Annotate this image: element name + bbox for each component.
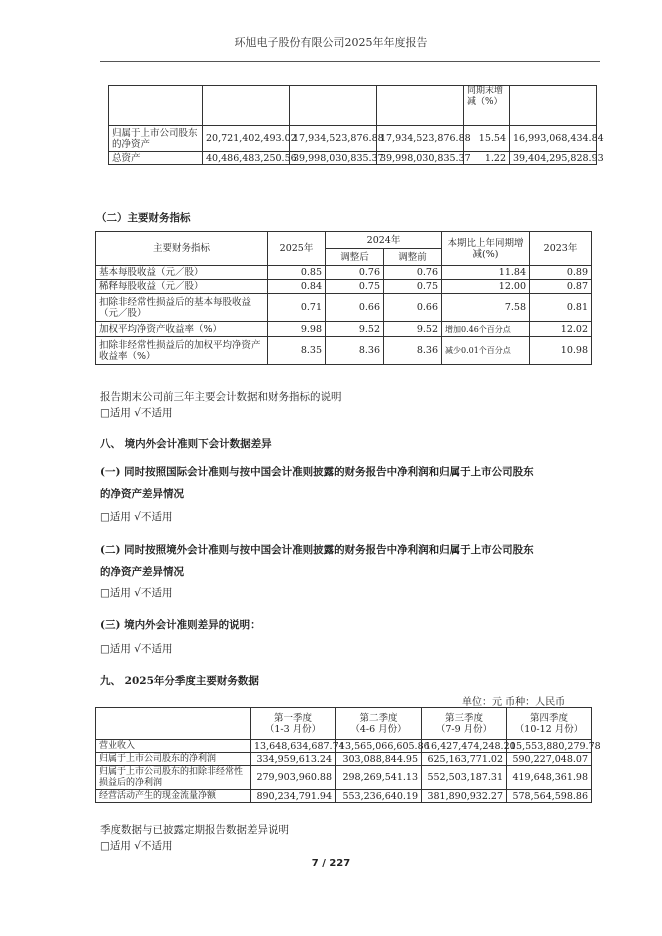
cell-value: 0.87 (530, 280, 592, 294)
row-label: 扣除非经常性损益后的加权平均净资产收益率（%） (96, 337, 268, 365)
cell-value: 15.54 (464, 126, 510, 152)
cell-value: 1.22 (464, 152, 510, 165)
section-title: （二）主要财务指标 (96, 212, 191, 224)
quarterly-table (95, 707, 601, 803)
row-label: 归属于上市公司股东的扣除非经常性损益后的净利润 (96, 766, 251, 790)
row-label: 加权平均净资产收益率（%） (96, 322, 268, 337)
table-row (96, 266, 592, 280)
cell-value: 17,934,523,876.88 (290, 126, 377, 152)
applicability-check: □适用 √不适用 (100, 643, 173, 655)
row-label: 扣除非经常性损益后的基本每股收益（元／股） (96, 294, 268, 322)
cell-value: 419,648,361.98 (507, 766, 592, 790)
cell-value: 13,565,066,605.86 (336, 740, 422, 753)
cell-value: 11.84 (442, 266, 530, 280)
cell-value: 890,234,791.94 (251, 790, 336, 803)
cell-value: 0.89 (530, 266, 592, 280)
table-row (96, 337, 592, 365)
section-title: 九、 2025年分季度主要财务数据 (100, 675, 259, 687)
cell-value: 0.76 (326, 266, 384, 280)
cell-value: 8.36 (326, 337, 384, 365)
cell-value: 279,903,960.88 (251, 766, 336, 790)
subsection-title: (一) 同时按照国际会计准则与按中国会计准则披露的财务报告中净利润和归属于上市公司股东 (100, 466, 534, 478)
cell-value: 298,269,541.13 (336, 766, 422, 790)
row-label: 稀释每股收益（元／股） (96, 280, 268, 294)
cell-value: 12.00 (442, 280, 530, 294)
cell-value: 39,404,295,828.93 (510, 152, 597, 165)
cell-value: 0.75 (384, 280, 442, 294)
cell-value: 590,227,048.07 (507, 753, 592, 766)
note-text: 报告期末公司前三年主要会计数据和财务指标的说明 (100, 391, 342, 403)
cell-value: 10.98 (530, 337, 592, 365)
cell-value: 15,553,880,279.78 (507, 740, 592, 753)
cell-value: 39,998,030,835.37 (290, 152, 377, 165)
table-row (109, 126, 597, 152)
cell-value: 0.84 (268, 280, 326, 294)
cell-value: 16,993,068,434.84 (510, 126, 597, 152)
subsection-title: (二) 同时按照境外会计准则与按中国会计准则披露的财务报告中净利润和归属于上市公司股东 (100, 544, 534, 556)
header-q2: 第二季度 （4-6 月份） (336, 708, 422, 740)
cell-value: 7.58 (442, 294, 530, 322)
page-header: 环旭电子股份有限公司2025年年度报告 (234, 36, 428, 49)
cell-value: 0.71 (268, 294, 326, 322)
applicability-check: □适用 √不适用 (100, 511, 173, 523)
cell-value: 625,163,771.02 (422, 753, 507, 766)
table-row (96, 790, 592, 803)
cell-value: 0.76 (384, 266, 442, 280)
subsection-title-cont: 的净资产差异情况 (100, 488, 184, 500)
table-row (96, 753, 592, 766)
header-2023: 2023年 (530, 232, 592, 266)
header-adjusted-before: 调整前 (384, 249, 442, 266)
cell-value: 17,934,523,876.88 (377, 126, 464, 152)
table-row (96, 294, 592, 322)
blank-cell (290, 86, 377, 126)
cell-value: 9.52 (384, 322, 442, 337)
header-indicator: 主要财务指标 (96, 232, 268, 266)
note-text: 季度数据与已披露定期报告数据差异说明 (100, 824, 289, 836)
table-row (96, 280, 592, 294)
header-divider (100, 61, 600, 62)
subsection-title: (三) 境内外会计准则差异的说明： (100, 619, 261, 631)
header-q4: 第四季度 （10-12 月份） (507, 708, 592, 740)
header-adjusted-after: 调整后 (326, 249, 384, 266)
header-2025: 2025年 (268, 232, 326, 266)
blank-cell (109, 86, 203, 126)
applicability-check: □适用 √不适用 (100, 840, 173, 852)
section-title: 八、 境内外会计准则下会计数据差异 (100, 438, 272, 450)
cell-value: 303,088,844.95 (336, 753, 422, 766)
subsection-title-cont: 的净资产差异情况 (100, 566, 184, 578)
table-row (96, 322, 592, 337)
cell-value: 9.52 (326, 322, 384, 337)
cell-value: 552,503,187.31 (422, 766, 507, 790)
row-label: 营业收入 (96, 740, 251, 753)
cell-value: 增加0.46个百分点 (442, 322, 530, 337)
cell-value: 减少0.01个百分点 (442, 337, 530, 365)
cell-value: 0.66 (384, 294, 442, 322)
blank-cell (96, 708, 251, 740)
cell-value: 381,890,932.27 (422, 790, 507, 803)
cell-value: 39,998,030,835.37 (377, 152, 464, 165)
cell-value: 334,959,613.24 (251, 753, 336, 766)
cell-value: 9.98 (268, 322, 326, 337)
cell-value: 0.75 (326, 280, 384, 294)
cell-value: 553,236,640.19 (336, 790, 422, 803)
cell-value: 40,486,483,250.56 (203, 152, 290, 165)
cell-value: 8.36 (384, 337, 442, 365)
header-2024: 2024年 (326, 232, 442, 249)
row-label: 归属于上市公司股东的净利润 (96, 753, 251, 766)
cell-value: 13,648,634,687.74 (251, 740, 336, 753)
balance-table (108, 85, 604, 165)
blank-cell (203, 86, 290, 126)
blank-cell (377, 86, 464, 126)
cell-value: 16,427,474,248.20 (422, 740, 507, 753)
row-label: 总资产 (109, 152, 203, 165)
cell-value: 8.35 (268, 337, 326, 365)
applicability-check: □适用 √不适用 (100, 587, 173, 599)
page-number: 7 / 227 (311, 858, 351, 869)
cell-value: 0.85 (268, 266, 326, 280)
indicator-table (95, 231, 592, 365)
header-change: 本期比上年同期增减(%) (442, 232, 530, 266)
row-label: 归属于上市公司股东的净资产 (109, 126, 203, 152)
header-change: 同期末增减（%） (464, 86, 510, 126)
header-q1: 第一季度 （1-3 月份） (251, 708, 336, 740)
cell-value: 578,564,598.86 (507, 790, 592, 803)
header-q3: 第三季度 （7-9 月份） (422, 708, 507, 740)
cell-value: 12.02 (530, 322, 592, 337)
row-label: 经营活动产生的现金流量净额 (96, 790, 251, 803)
blank-cell (510, 86, 597, 126)
cell-value: 0.81 (530, 294, 592, 322)
cell-value: 20,721,402,493.02 (203, 126, 290, 152)
table-row (109, 152, 597, 165)
applicability-check: □适用 √不适用 (100, 407, 173, 419)
cell-value: 0.66 (326, 294, 384, 322)
row-label: 基本每股收益（元／股） (96, 266, 268, 280)
table-row (96, 740, 592, 753)
table-row (96, 766, 592, 790)
unit-label: 单位：元 币种：人民币 (462, 697, 566, 708)
